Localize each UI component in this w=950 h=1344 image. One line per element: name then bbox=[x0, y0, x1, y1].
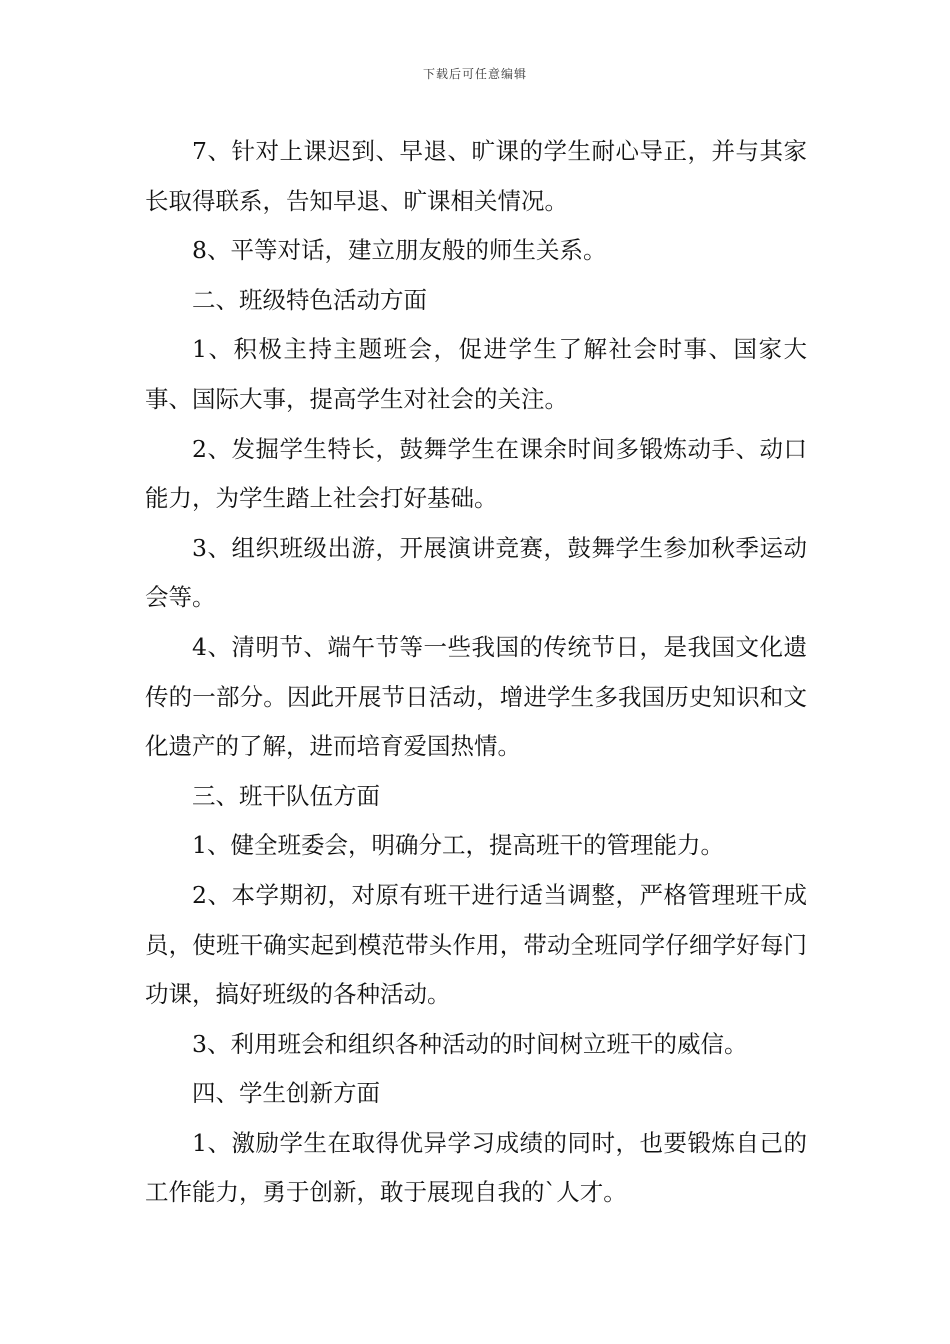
paragraph-activities-2: 2、发掘学生特长，鼓舞学生在课余时间多锻炼动手、动口能力，为学生踏上社会打好基础。 bbox=[145, 434, 807, 513]
paragraph-item-7-attendance: 7、针对上课迟到、早退、旷课的学生耐心导正，并与其家长取得联系，告知早退、旷课相关情况。 bbox=[145, 137, 807, 215]
paragraph-activities-4: 4、清明节、端午节等一些我国的传统节日，是我国文化遗传的一部分。因此开展节日活动，增进学生多我国历史知识和文化遗产的了解，进而培育爱国热情。 bbox=[145, 632, 807, 761]
header-note: 下载后可任意编辑 bbox=[422, 67, 527, 81]
section-heading-student-innovation: 四、学生创新方面 bbox=[192, 1079, 380, 1108]
paragraph-cadres-3: 3、利用班会和组织各种活动的时间树立班干的威信。 bbox=[192, 1029, 748, 1058]
paragraph-cadres-1: 1、健全班委会，明确分工，提高班干的管理能力。 bbox=[192, 831, 724, 860]
paragraph-activities-3: 3、组织班级出游，开展演讲竞赛，鼓舞学生参加秋季运动会等。 bbox=[145, 533, 807, 612]
paragraph-item-8-dialogue: 8、平等对话，建立朋友般的师生关系。 bbox=[192, 236, 607, 265]
section-heading-class-cadres: 三、班干队伍方面 bbox=[192, 781, 380, 810]
paragraph-cadres-2: 2、本学期初，对原有班干进行适当调整，严格管理班干成员，使班干确实起到模范带头作用，带动全班同学仔细学好每门功课，搞好班级的各种活动。 bbox=[145, 880, 807, 1009]
paragraph-innovation-1: 1、激励学生在取得优异学习成绩的同时，也要锻炼自己的工作能力，勇于创新，敢于展现自我的`人才。 bbox=[145, 1128, 807, 1207]
section-heading-class-activities: 二、班级特色活动方面 bbox=[192, 285, 427, 314]
paragraph-activities-1: 1、积极主持主题班会，促进学生了解社会时事、国家大事、国际大事，提高学生对社会的关注。 bbox=[145, 335, 807, 413]
document-body bbox=[145, 127, 807, 1218]
